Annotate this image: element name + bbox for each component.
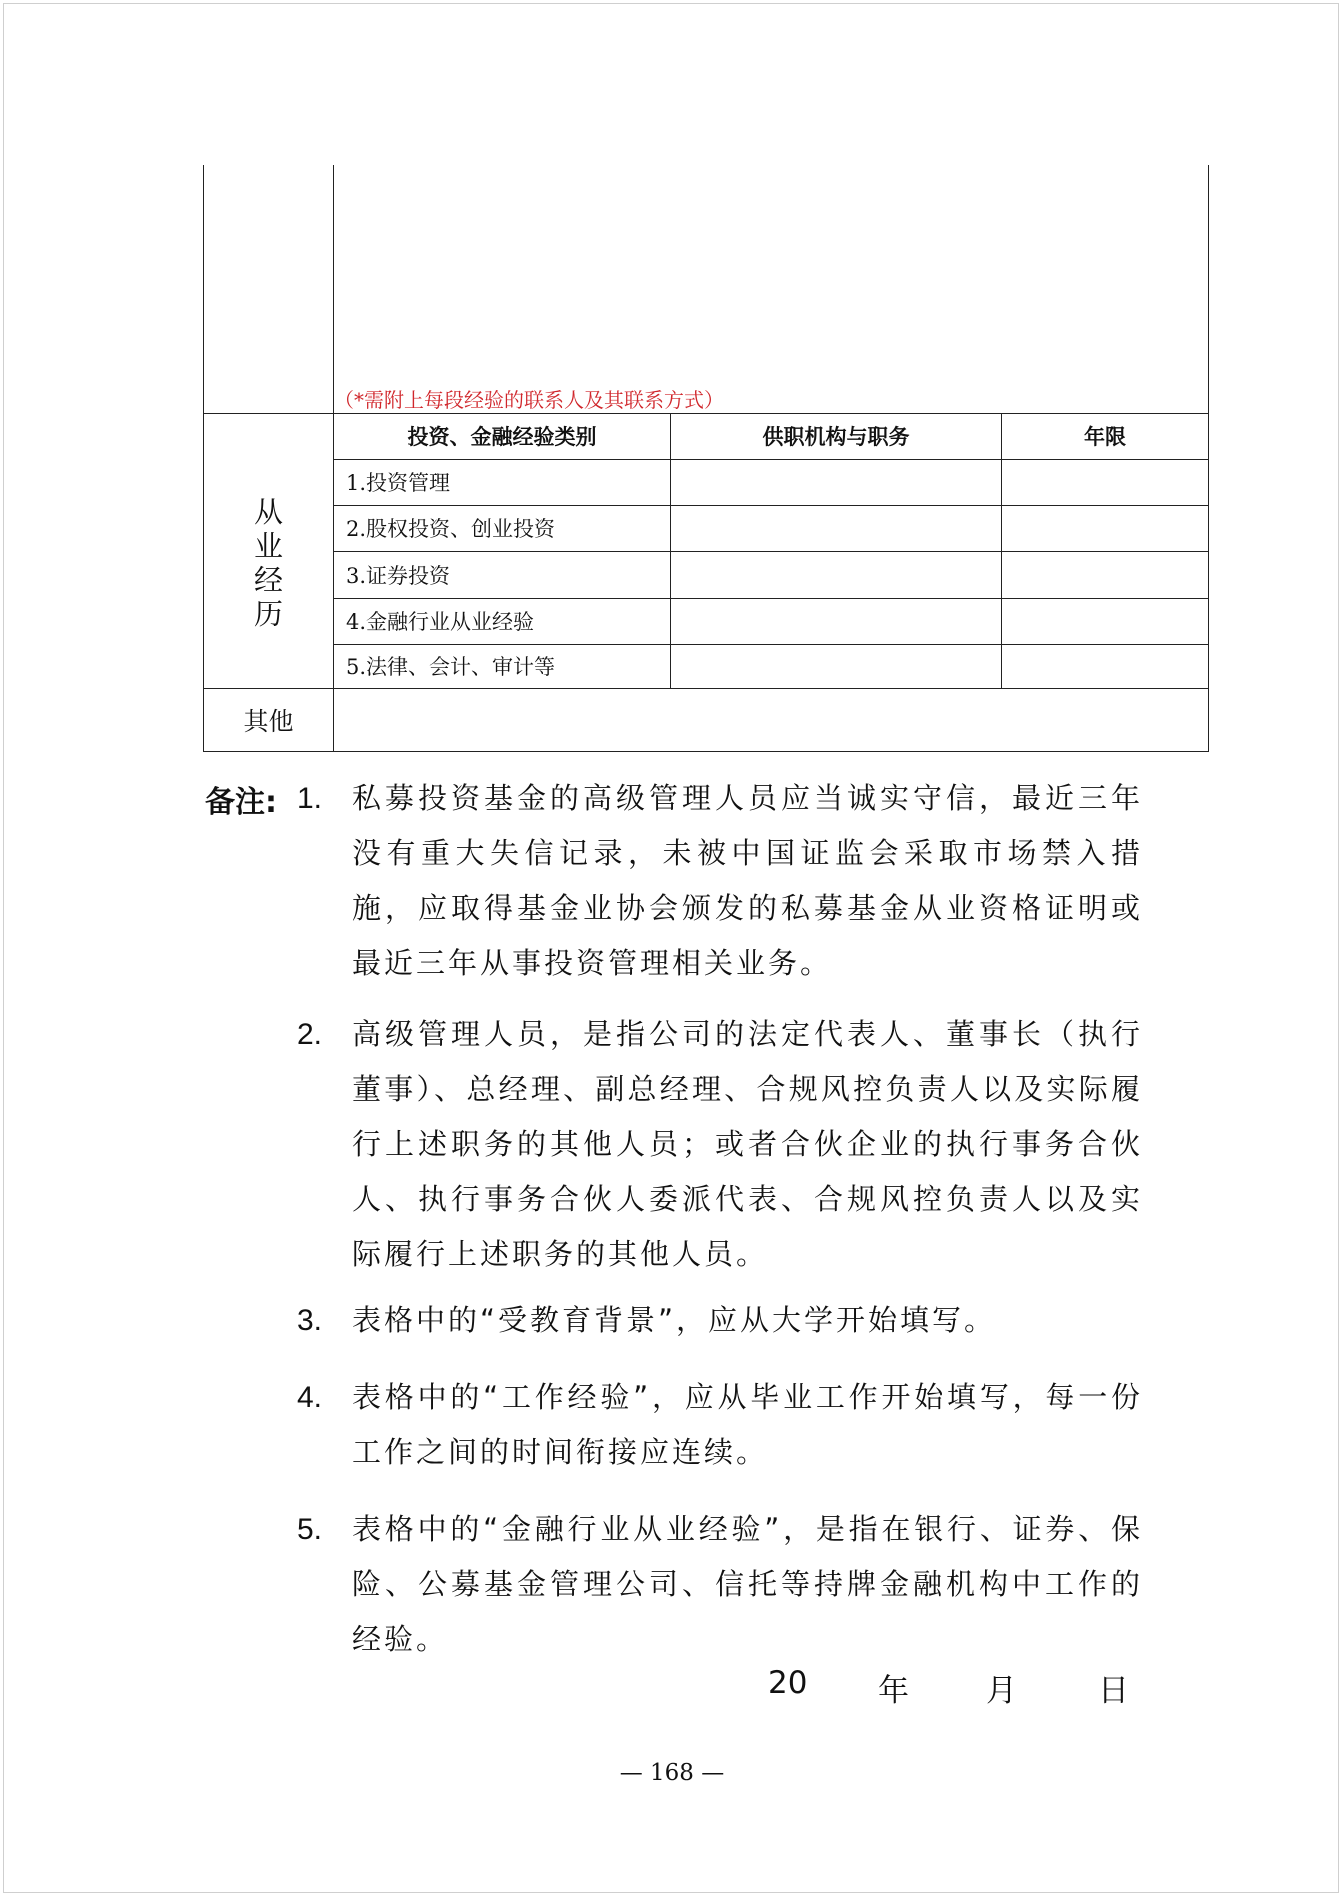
- other-row: [204, 688, 1209, 751]
- category-cell: 2.股权投资、创业投资: [334, 505, 671, 551]
- note-text: 高级管理人员，是指公司的法定代表人、董事长（执行董事）、总经理、副总经理、合规风控负责人以及实际履行上述职务的其他人员；或者合伙企业的执行事务合伙人、执行事务合伙人委派代表、合规风控负责人以及实际履行上述职务的其他人员。: [352, 1017, 1143, 1271]
- institution-input-cell[interactable]: [671, 644, 1002, 688]
- note-item: [297, 1007, 1143, 1282]
- institution-input-cell[interactable]: [671, 551, 1002, 598]
- note-text: 表格中的“工作经验”，应从毕业工作开始填写，每一份工作之间的时间衔接应连续。: [352, 1380, 1143, 1469]
- resume-form-table: [203, 165, 1209, 752]
- note-number: 4.: [297, 1381, 323, 1414]
- table-row: [204, 551, 1209, 598]
- years-input-cell[interactable]: [1002, 505, 1209, 551]
- date-prefix: 20: [768, 1665, 808, 1701]
- years-input-cell[interactable]: [1002, 459, 1209, 505]
- note-text: 表格中的“金融行业从业经验”，是指在银行、证券、保险、公募基金管理公司、信托等持牌金融机构中工作的经验。: [352, 1512, 1143, 1656]
- career-label-char: 经: [253, 562, 283, 597]
- date-month: 月: [986, 1673, 1017, 1709]
- table-row: [204, 598, 1209, 644]
- note-number: 1.: [297, 782, 323, 815]
- category-cell: 5.法律、会计、审计等: [334, 644, 671, 688]
- career-label-char: 历: [253, 596, 283, 631]
- note-number: 3.: [297, 1304, 323, 1337]
- institution-input-cell[interactable]: [671, 505, 1002, 551]
- years-input-cell[interactable]: [1002, 551, 1209, 598]
- contact-note: （*需附上每段经验的联系人及其联系方式）: [334, 165, 1209, 413]
- institution-input-cell[interactable]: [671, 598, 1002, 644]
- notes-title: 备注:: [205, 785, 277, 820]
- other-input-cell[interactable]: [334, 688, 1209, 751]
- career-label-char: 业: [253, 528, 283, 563]
- date-day: 日: [1098, 1673, 1129, 1709]
- category-cell: 4.金融行业从业经验: [334, 598, 671, 644]
- table-row: [204, 459, 1209, 505]
- note-number: 2.: [297, 1018, 323, 1051]
- page-number: — 168 —: [619, 1760, 725, 1786]
- career-history-label: [204, 413, 334, 688]
- institution-input-cell[interactable]: [671, 459, 1002, 505]
- note-item: [297, 1293, 1143, 1348]
- header-years: 年限: [1002, 413, 1209, 459]
- years-input-cell[interactable]: [1002, 598, 1209, 644]
- career-label-char: 从: [253, 494, 283, 529]
- table-row: [204, 644, 1209, 688]
- note-number: 5.: [297, 1513, 323, 1546]
- note-item: [297, 771, 1143, 991]
- years-input-cell[interactable]: [1002, 644, 1209, 688]
- other-label: 其他: [204, 688, 334, 751]
- category-cell: 1.投资管理: [334, 459, 671, 505]
- left-label-cell: [204, 165, 334, 413]
- work-experience-row: [204, 165, 1209, 413]
- note-item: [297, 1370, 1143, 1480]
- header-row: [204, 413, 1209, 459]
- header-category: 投资、金融经验类别: [334, 413, 671, 459]
- note-text: 私募投资基金的高级管理人员应当诚实守信，最近三年没有重大失信记录，未被中国证监会采取市场禁入措施，应取得基金业协会颁发的私募基金从业资格证明或最近三年从事投资管理相关业务。: [352, 781, 1143, 980]
- header-institution: 供职机构与职务: [671, 413, 1002, 459]
- date-year: 年: [878, 1673, 909, 1709]
- category-cell: 3.证券投资: [334, 551, 671, 598]
- table-row: [204, 505, 1209, 551]
- note-text: 表格中的“受教育背景”，应从大学开始填写。: [352, 1303, 997, 1337]
- note-item: [297, 1502, 1143, 1667]
